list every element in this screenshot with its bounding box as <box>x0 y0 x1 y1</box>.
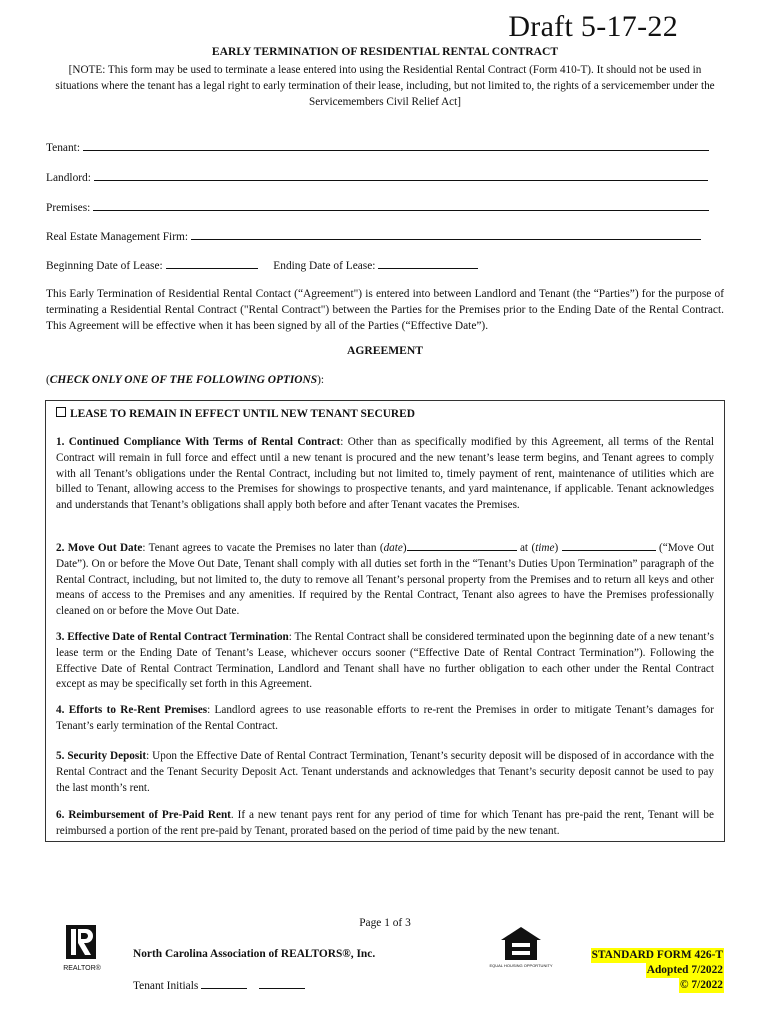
firm-field <box>46 229 701 243</box>
option-checkbox[interactable] <box>56 407 66 417</box>
begin-date-label: Beginning Date of Lease: <box>46 260 163 272</box>
option-box <box>45 400 725 842</box>
paragraph-6 <box>56 808 714 840</box>
tenant-initials-label: Tenant Initials <box>133 980 199 992</box>
paragraph-5-title: 5. Security Deposit <box>56 750 147 762</box>
paragraph-2-at: at ( <box>516 542 536 554</box>
paragraph-4-title: 4. Efforts to Re-Rent Premises <box>56 704 208 716</box>
paragraph-2-text-c: ) <box>554 542 562 554</box>
option-heading-text: LEASE TO REMAIN IN EFFECT UNTIL NEW TENANT SECURED <box>70 408 415 420</box>
tenant-initials <box>133 979 305 992</box>
form-identifier <box>591 948 724 993</box>
paragraph-4 <box>56 703 714 735</box>
agreement-heading: AGREEMENT <box>346 344 423 357</box>
check-only-text: CHECK ONLY ONE OF THE FOLLOWING OPTIONS <box>49 374 318 386</box>
landlord-field <box>46 170 708 184</box>
landlord-input-line[interactable] <box>94 170 708 181</box>
begin-date-input-line[interactable] <box>166 258 258 269</box>
form-copyright: © 7/2022 <box>680 979 723 991</box>
tenant-label: Tenant: <box>46 142 80 154</box>
tenant-field <box>46 140 709 154</box>
paragraph-3-title: 3. Effective Date of Rental Contract Termination <box>56 631 289 643</box>
initials-blank-1[interactable] <box>201 979 247 989</box>
equal-housing-opportunity-icon <box>489 924 553 972</box>
paragraph-3-text: : The Rental Contract shall be considered terminated upon the beginning date of a new tenant’s lease term or the Ending Date of Tenant’s Lease, whichever occurs sooner (“Effective Date of Rental Contract Termination”). Following the Effective Date of Rental Contract Termination, Landlord and Tenant shall have no further obligation to each other under the Rental Contract except as may be specifically set forth in this Agreement. <box>56 631 714 691</box>
page-number: Page 1 of 3 <box>359 917 411 929</box>
firm-label: Real Estate Management Firm: <box>46 231 189 243</box>
paragraph-5 <box>56 749 714 796</box>
check-only-instruction: (CHECK ONLY ONE OF THE FOLLOWING OPTIONS): <box>46 374 325 386</box>
tenant-input-line[interactable] <box>83 140 709 151</box>
paragraph-1-title: 1. Continued Compliance With Terms of Rental Contract <box>56 436 341 448</box>
paragraph-6-title: 6. Reimbursement of Pre-Paid Rent <box>56 809 231 821</box>
paragraph-4-text: : Landlord agrees to use reasonable efforts to re-rent the Premises in order to mitigate Tenant’s damages for Tenant’s early termination of the Rental Contract. <box>56 704 714 732</box>
lease-dates-field <box>46 258 478 272</box>
premises-label: Premises: <box>46 202 91 214</box>
paragraph-6-text: . If a new tenant pays rent for any period of time for which Tenant has pre-paid the rent, Tenant will be reimbursed a portion of the rent pre-paid by Tenant, prorated based on the period of time paid by the new tenant. <box>56 809 714 837</box>
date-label: date <box>383 542 403 554</box>
form-note: [NOTE: This form may be used to terminate a lease entered into using the Residential Rental Contract (Form 410-T). It should not be used in situations where the tenant has a legal right to early termination of their lease, including, but not limited to, the rights of a servicemember under the Servicemembers Civil Relief Act] <box>55 64 715 108</box>
paragraph-2-title: 2. Move Out Date <box>56 542 143 554</box>
move-out-time-blank[interactable] <box>562 541 656 551</box>
move-out-date-blank[interactable] <box>407 541 517 551</box>
paragraph-5-text: : Upon the Effective Date of Rental Contract Termination, Tenant’s security deposit will be disposed of in accordance with the Rental Contract and the Tenant Security Deposit Act. Tenant understands and acknowledges that Tenant’s security deposit cannot be used to pay the last month’s rent. <box>56 750 714 794</box>
form-number: STANDARD FORM 426-T <box>591 949 723 961</box>
paragraph-3 <box>56 630 714 693</box>
landlord-label: Landlord: <box>46 172 91 184</box>
premises-input-line[interactable] <box>93 200 709 211</box>
intro-paragraph: This Early Termination of Residential Rental Contact (“Agreement") is entered into between Landlord and Tenant (the “Parties”) for the purpose of terminating a Residential Rental Contract ("Rental Contract") between the Parties for the Premises prior to the Ending Date of the Rental Contract. This Agreement will be effective when it has been signed by all of the Parties (“Effective Date”). <box>46 288 724 332</box>
form-adopted: Adopted 7/2022 <box>646 964 723 976</box>
realtor-logo-icon <box>62 924 102 974</box>
association-name: North Carolina Association of REALTORS®, Inc. <box>133 948 376 960</box>
paragraph-2-rest: (“Move Out Date”). On or before the Move Out Date, Tenant shall comply with all duties set forth in the “Tenant’s Duties Upon Termination” paragraph of the Rental Contract, including, but not limited to, the duty to remove all Tenant’s personal property from the Premises and to return all keys and other means of access to the Premises and any amenities. If required by the Rental Contract, Tenant also agrees to have the Premises professionally cleaned on or before the Move Out Date. <box>56 542 714 618</box>
document-title: EARLY TERMINATION OF RESIDENTIAL RENTAL CONTRACT <box>211 45 559 58</box>
end-date-label: Ending Date of Lease: <box>273 260 376 272</box>
paragraph-2-text-a: : Tenant agrees to vacate the Premises no later than ( <box>142 542 384 554</box>
initials-blank-2[interactable] <box>259 979 305 989</box>
paragraph-1-text: : Other than as specifically modified by this Agreement, all terms of the Rental Contract will remain in full force and effect until a new tenant is procured and the new tenant’s lease term begins, and Tenant agrees to comply with all Tenant’s obligations under the Rental Contract, including but not limited to, timely payment of rent, maintenance of utilities which are billed to Tenant, allowing access to the Premises for showings to prospective tenants, and yard maintenance, if applicable. Tenant acknowledges and understands that Tenant’s obligations shall apply both before and after Tenant vacates the Premises. <box>56 436 714 512</box>
option-heading <box>56 407 415 420</box>
draft-label: Draft 5-17-22 <box>508 10 678 43</box>
svg-text:REALTOR®: REALTOR® <box>63 965 101 972</box>
time-label: time <box>535 542 555 554</box>
premises-field <box>46 200 709 214</box>
firm-input-line[interactable] <box>191 229 701 240</box>
paragraph-1 <box>56 435 714 514</box>
paragraph-2 <box>56 541 714 620</box>
paragraph-2-text-b: ) <box>402 542 407 554</box>
svg-text:EQUAL HOUSING OPPORTUNITY: EQUAL HOUSING OPPORTUNITY <box>489 963 553 968</box>
end-date-input-line[interactable] <box>378 258 478 269</box>
